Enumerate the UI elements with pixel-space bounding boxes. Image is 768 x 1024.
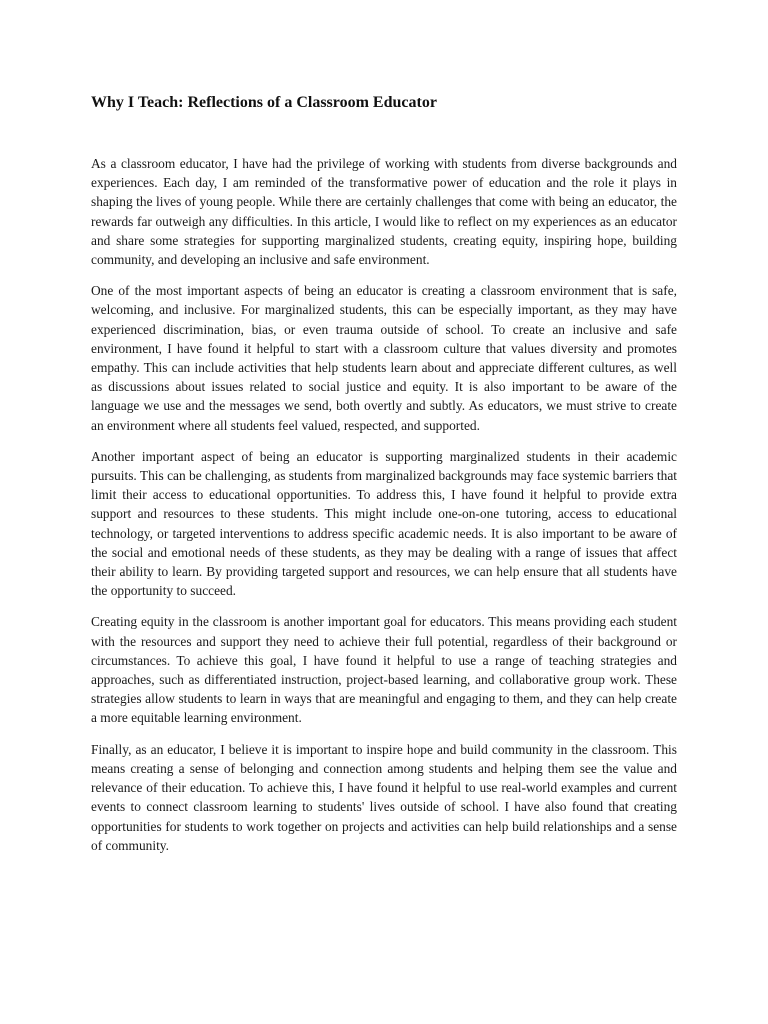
paragraph-safe-environment: One of the most important aspects of being an educator is creating a classroom environment that is safe, welcoming, and inclusive. For marginalized students, this can be especially important, as they may have experienced discrimination, bias, or even trauma outside of school. To create an inclusive and safe environment, I have found it helpful to start with a classroom culture that values diversity and promotes empathy. This can include activities that help students learn about and appreciate different cultures, as well as discussions about issues related to social justice and equity. It is also important to be aware of the language we use and the messages we send, both overtly and subtly. As educators, we must strive to create an environment where all students feel valued, respected, and supported. xyxy=(91,283,677,433)
paragraph-introduction: As a classroom educator, I have had the privilege of working with students from diverse backgrounds and experiences. Each day, I am reminded of the transformative power of education and the role it plays in shaping the lives of young people. While there are certainly challenges that come with being an educator, the rewards far outweigh any difficulties. In this article, I would like to reflect on my experiences as an educator and share some strategies for supporting marginalized students, creating equity, inspiring hope, building community, and developing an inclusive and safe environment. xyxy=(91,156,677,268)
paragraph-creating-equity: Creating equity in the classroom is another important goal for educators. This means providing each student with the resources and support they need to achieve their full potential, regardless of their background or circumstances. To achieve this goal, I have found it helpful to use a range of teaching strategies and approaches, such as differentiated instruction, project-based learning, and collaborative group work. These strategies allow students to learn in ways that are meaningful and engaging to them, and they can help create a more equitable learning environment. xyxy=(91,614,677,726)
document-title: Why I Teach: Reflections of a Classroom Educator xyxy=(91,94,437,111)
paragraph-hope-community: Finally, as an educator, I believe it is important to inspire hope and build community in the classroom. This means creating a sense of belonging and connection among students and helping them see the value and relevance of their education. To achieve this, I have found it helpful to use real-world examples and current events to connect classroom learning to students' lives outside of school. I have also found that creating opportunities for students to work together on projects and activities can help build relationships and a sense of community. xyxy=(91,741,677,853)
document-body xyxy=(91,154,677,867)
paragraph-supporting-students: Another important aspect of being an educator is supporting marginalized students in their academic pursuits. This can be challenging, as students from marginalized backgrounds may face systemic barriers that limit their access to educational opportunities. To address this, I have found it helpful to provide extra support and resources to these students. This might include one-on-one tutoring, access to educational technology, or targeted interventions to address specific academic needs. It is also important to be aware of the social and emotional needs of these students, as they may be dealing with a range of issues that affect their ability to learn. By providing targeted support and resources, we can help ensure that all students have the opportunity to succeed. xyxy=(91,448,677,599)
